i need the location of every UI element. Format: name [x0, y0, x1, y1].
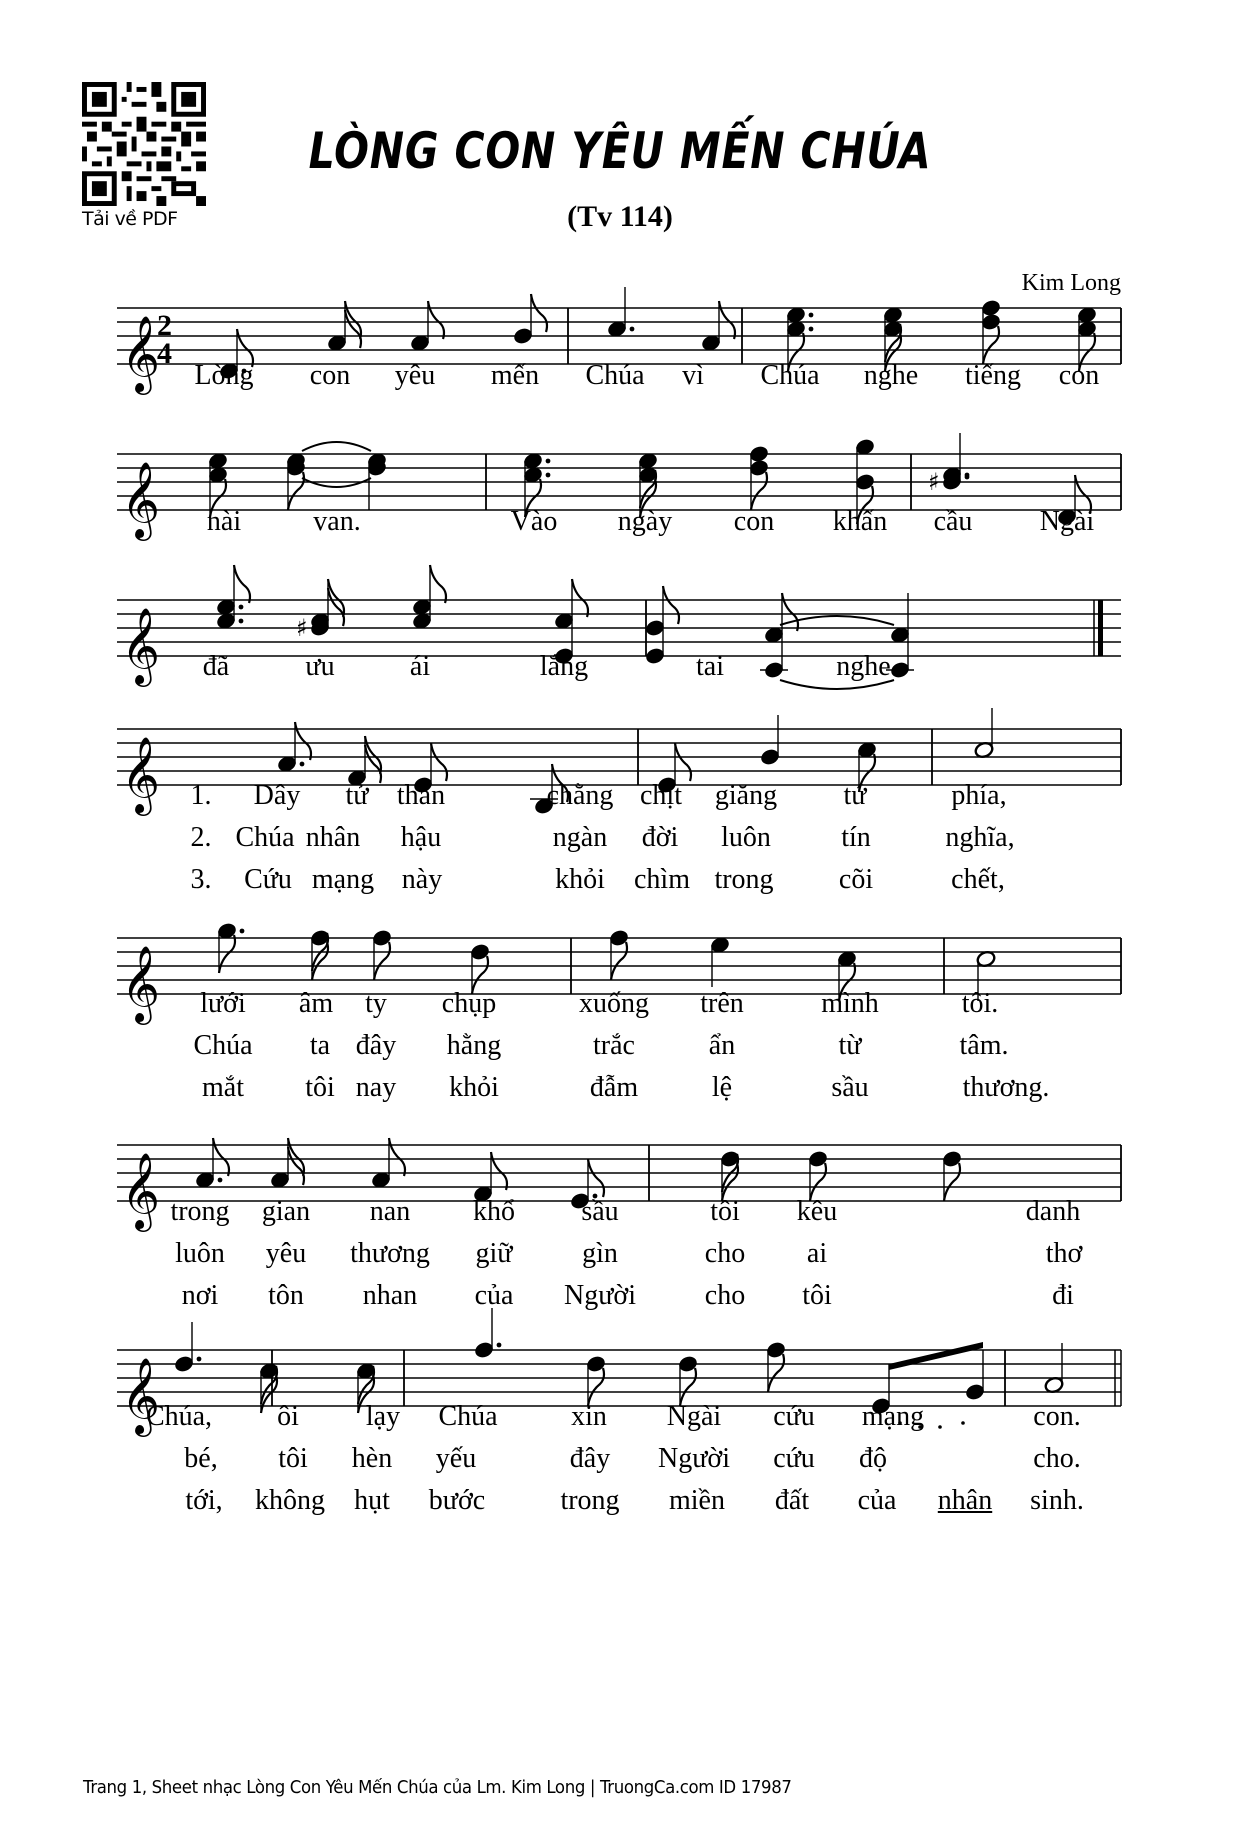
lyric-word: đây	[569, 1443, 611, 1474]
sharp-icon: ♯	[928, 468, 940, 496]
song-subtitle: (Tv 114)	[567, 200, 673, 233]
note-flag	[751, 472, 767, 510]
augmentation-dot	[300, 762, 305, 767]
lyric-word: hụt	[354, 1485, 390, 1516]
lyric-word: Chúa	[760, 360, 820, 391]
note-head	[760, 748, 781, 766]
lyric-word: tử	[345, 780, 369, 811]
note-flag	[213, 1138, 229, 1176]
lyric-word: ngàn	[552, 822, 608, 853]
augmentation-dot	[809, 313, 814, 318]
treble-clef-icon: 𝄞	[121, 736, 161, 813]
tie	[302, 442, 371, 451]
lyric-word: tứ	[843, 780, 867, 811]
lyric-word: thơ	[1045, 1238, 1083, 1269]
lyric-word: cho	[704, 1238, 746, 1269]
lyric-word: cầu	[933, 506, 973, 537]
lyric-word: tiếng	[965, 360, 1021, 391]
lyric-word: đi	[1052, 1280, 1074, 1311]
note-flag	[491, 1152, 507, 1190]
lyric-word: ty	[365, 988, 387, 1019]
augmentation-dot	[497, 1343, 502, 1348]
augmentation-dot	[239, 619, 244, 624]
augmentation-dot	[546, 473, 551, 478]
lyric-word: nhan	[362, 1280, 418, 1311]
note-head	[764, 661, 785, 679]
note-beam	[889, 1342, 983, 1370]
treble-clef-icon: 𝄞	[121, 1152, 161, 1229]
note-head	[174, 1355, 195, 1373]
lyric-word: tôi	[802, 1280, 832, 1311]
lyric-word: mến	[490, 360, 540, 391]
note-flag	[675, 743, 691, 781]
lyric-word: cứu	[773, 1401, 815, 1432]
note-flag	[374, 942, 390, 980]
lyric-word: Chúa	[585, 360, 645, 391]
note-flag	[234, 565, 250, 603]
lyric-word: cứu	[773, 1443, 815, 1474]
time-signature-top: 2	[157, 309, 172, 342]
lyric-word: tôi	[305, 1072, 335, 1103]
lyric-word: của	[857, 1485, 897, 1516]
lyric-word: thần	[396, 780, 446, 811]
note-flag	[768, 1354, 784, 1392]
lyric-word: tôi	[278, 1443, 308, 1474]
lyric-word: con	[733, 506, 775, 537]
note-head	[645, 619, 666, 637]
note-flag	[295, 722, 311, 760]
lyric-word: luôn	[175, 1238, 225, 1269]
lyric-word: không	[255, 1485, 325, 1516]
lyric-word: sầu	[831, 1072, 869, 1103]
lyric-word: Chúa	[235, 822, 295, 853]
lyric-word: gian	[261, 1196, 311, 1227]
treble-clef-icon: 𝄞	[121, 461, 161, 538]
lyric-word: Ngài	[666, 1401, 722, 1432]
note-flag	[431, 743, 447, 781]
note-head	[474, 1341, 495, 1359]
lyric-word: chết,	[951, 864, 1005, 895]
lyric-word: giăng	[714, 780, 778, 811]
lyric-word: trắc	[593, 1030, 635, 1061]
lyric-word: danh	[1025, 1196, 1081, 1227]
lyric-word: cho.	[1033, 1443, 1081, 1474]
lyric-word: ai	[806, 1238, 828, 1269]
lyric-word: trong	[714, 864, 774, 895]
note-flag	[531, 294, 547, 332]
note-flag	[328, 588, 344, 626]
lyric-word: yếu	[435, 1443, 477, 1474]
note-flag	[983, 326, 999, 364]
note-flag	[288, 1147, 304, 1185]
lyric-word: yêu	[265, 1238, 307, 1269]
composer-name: Kim Long	[1021, 270, 1121, 296]
note-head	[513, 327, 534, 345]
lyric-word: trong	[560, 1485, 620, 1516]
lyric-word: yêu	[394, 360, 436, 391]
augmentation-dot	[240, 929, 245, 934]
lyric-word: 1.	[190, 780, 212, 811]
lyric-word: mạng	[311, 864, 375, 895]
lyric-word: nài	[206, 506, 242, 537]
note-head	[749, 445, 770, 463]
lyric-word: tôi	[710, 1196, 740, 1227]
lyric-word: chìm	[634, 864, 690, 895]
lyric-word: khổ	[473, 1196, 515, 1227]
lyric-word: đẫm	[589, 1072, 639, 1103]
lyric-word: van.	[313, 506, 361, 537]
lyric-word: hèn	[351, 1443, 393, 1474]
lyric-word: 2.	[190, 822, 212, 853]
treble-clef-icon: 𝄞	[121, 315, 161, 392]
lyric-word: đời	[641, 822, 679, 853]
note-flag	[288, 472, 304, 510]
note-head	[965, 1383, 986, 1401]
lyric-word: sầu	[581, 1196, 619, 1227]
lyric-word: Lòng	[194, 360, 254, 391]
note-flag	[719, 301, 735, 339]
lyric-word: tín	[841, 822, 871, 853]
treble-clef-icon: 𝄞	[121, 945, 161, 1022]
augmentation-dot	[965, 473, 970, 478]
note-flag	[428, 301, 444, 339]
lyric-word: chịt	[640, 780, 682, 811]
lyric-word: tôn	[268, 1280, 304, 1311]
lyric-word: nghe	[863, 360, 919, 391]
lyric-word: độ	[859, 1443, 887, 1474]
lyric-word: thương.	[962, 1072, 1050, 1103]
lyric-word: đã	[202, 651, 230, 682]
lyric-word: nan	[369, 1196, 411, 1227]
download-pdf-link[interactable]: Tải về PDF	[82, 208, 178, 230]
lyric-word: xin	[571, 1401, 607, 1432]
lyric-word: ngày	[617, 506, 673, 537]
lyric-word: Ngài	[1039, 506, 1095, 537]
note-flag	[572, 579, 588, 617]
lyric-word: Người	[564, 1280, 636, 1311]
lyric-word: Cứu	[244, 864, 292, 895]
note-flag	[365, 745, 381, 783]
lyric-word: tới,	[185, 1485, 223, 1516]
lyric-word: giữ	[475, 1238, 513, 1269]
lyric-word: cho	[704, 1280, 746, 1311]
lyric-word: cõi	[838, 864, 874, 895]
lyric-word: xuống	[579, 988, 649, 1019]
lyric-word: vì	[682, 360, 704, 391]
page-footer: Trang 1, Sheet nhạc Lòng Con Yêu Mến Chúa của Lm. Kim Long | TruongCa.com ID 17987	[83, 1777, 792, 1798]
augmentation-dot	[197, 1357, 202, 1362]
final-barline	[1098, 600, 1103, 656]
lyric-word: con	[1058, 360, 1100, 391]
lyric-word: tôi.	[961, 988, 999, 1019]
lyric-word: ôi	[277, 1401, 299, 1432]
lyric-word: bé,	[184, 1443, 218, 1474]
note-flag	[944, 1163, 960, 1201]
lyric-word: Chúa	[438, 1401, 498, 1432]
lyric-word: lạy	[365, 1401, 401, 1432]
lyric-word: tâm.	[959, 1030, 1009, 1061]
lyric-word: nhân	[305, 822, 361, 853]
lyric-word: nhân	[937, 1485, 993, 1516]
lyric-word: đây	[355, 1030, 397, 1061]
lyric-word: ưu	[305, 651, 335, 682]
lyric-word: hậu	[400, 822, 442, 853]
treble-clef-icon: 𝄞	[121, 1357, 161, 1434]
lyric-word: Chúa	[193, 1030, 253, 1061]
lyric-word: âm	[298, 988, 334, 1019]
lyric-word: khỏi	[555, 864, 605, 895]
lyric-word: này	[401, 864, 443, 895]
lyric-word: nghe.	[836, 651, 898, 682]
lyric-word: ái	[409, 651, 431, 682]
lyric-word: trong	[170, 1196, 230, 1227]
lyric-word: thương	[350, 1238, 430, 1269]
lyric-word: nghĩa,	[945, 822, 1015, 853]
lyric-word: khỏi	[449, 1072, 499, 1103]
note-flag	[782, 593, 798, 631]
lyric-word: của	[474, 1280, 514, 1311]
lyric-word: nay	[355, 1072, 397, 1103]
lyric-word: chụp	[441, 988, 497, 1019]
dotted-slur	[938, 1425, 942, 1429]
lyric-word: con	[309, 360, 351, 391]
lyric-word: lưới	[200, 988, 246, 1019]
lyric-word: nơi	[181, 1280, 219, 1311]
lyric-word: mạng	[861, 1401, 925, 1432]
lyric-word: ẩn	[708, 1030, 736, 1061]
lyric-word: lắng	[539, 651, 589, 682]
lyric-word: lệ	[711, 1072, 733, 1103]
lyric-word: phía,	[951, 780, 1007, 811]
lyric-word: Vào	[510, 506, 558, 537]
lyric-word: tai	[696, 651, 724, 682]
sharp-icon: ♯	[296, 614, 308, 642]
lyric-word: trên	[700, 988, 744, 1019]
lyric-word: mình	[821, 988, 879, 1019]
augmentation-dot	[239, 605, 244, 610]
dotted-slur	[961, 1421, 965, 1425]
treble-clef-icon: 𝄞	[121, 607, 161, 684]
note-head	[645, 647, 666, 665]
time-signature-bottom: 4	[157, 337, 172, 370]
augmentation-dot	[218, 1178, 223, 1183]
note-flag	[430, 565, 446, 603]
lyric-word: ta	[309, 1030, 331, 1061]
lyric-word: sinh.	[1030, 1485, 1084, 1516]
lyric-word: gìn	[582, 1238, 618, 1269]
lyric-word: chằng	[546, 780, 614, 811]
lyric-word: luôn	[721, 822, 771, 853]
note-flag	[611, 942, 627, 980]
lyric-word: miền	[669, 1485, 725, 1516]
lyric-word: kêu	[796, 1196, 838, 1227]
note-flag	[389, 1138, 405, 1176]
lyric-word: 3.	[190, 864, 212, 895]
lyric-word: mắt	[202, 1072, 244, 1103]
note-head	[981, 299, 1002, 317]
note-flag	[663, 586, 679, 624]
lyric-word: Dây	[253, 780, 301, 811]
augmentation-dot	[630, 327, 635, 332]
lyric-word: Chúa,	[145, 1401, 213, 1432]
lyric-word: hằng	[446, 1030, 502, 1061]
lyric-word: đất	[774, 1485, 810, 1516]
note-flag	[219, 935, 235, 973]
augmentation-dot	[546, 459, 551, 464]
lyric-word: bước	[428, 1485, 486, 1516]
lyric-word: khấn	[832, 506, 888, 537]
lyric-word: Người	[658, 1443, 730, 1474]
note-flag	[345, 310, 361, 348]
augmentation-dot	[809, 327, 814, 332]
note-flag	[588, 1159, 604, 1197]
song-title: LÒNG CON YÊU MẾN CHÚA	[308, 122, 932, 180]
lyric-word: con.	[1033, 1401, 1081, 1432]
lyric-word: từ	[838, 1030, 862, 1061]
